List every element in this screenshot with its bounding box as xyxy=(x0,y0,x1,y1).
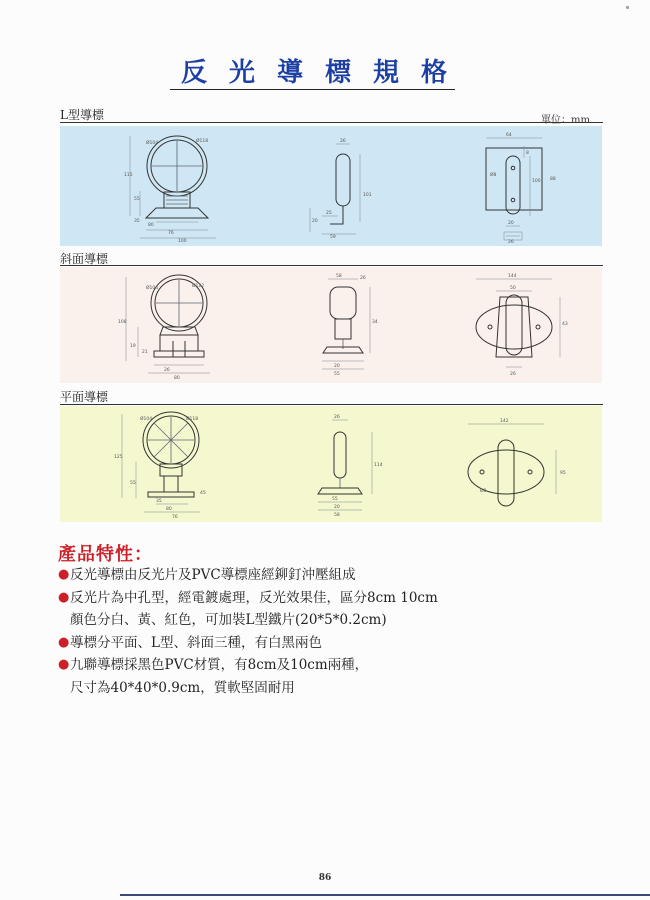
dimension-label: 26 xyxy=(164,368,170,373)
dimension-label: 43 xyxy=(562,322,568,327)
bullet-icon: ● xyxy=(58,657,70,673)
dimension-label: 101 xyxy=(363,193,372,198)
technical-drawing-slanted xyxy=(60,267,602,383)
dimension-label: Ø118 xyxy=(196,139,209,144)
front-view xyxy=(126,275,210,373)
dimension-label: 100 xyxy=(178,239,187,244)
dimension-label: 76 xyxy=(172,515,178,520)
dimension-label: Ø8 xyxy=(480,489,487,494)
back-view xyxy=(486,138,542,240)
front-view xyxy=(122,412,200,512)
drawing-panel-flat xyxy=(60,406,602,522)
dimension-label: 58 xyxy=(336,274,342,279)
dimension-label: 59 xyxy=(330,235,336,240)
dimension-label: 21 xyxy=(142,350,148,355)
dimension-label: 95 xyxy=(560,471,566,476)
dimension-label: Ø104 xyxy=(146,286,159,291)
dimension-label: 80 xyxy=(166,507,172,512)
dimension-label: 125 xyxy=(114,455,123,460)
dimension-label: 55 xyxy=(334,372,340,377)
dimension-label: 76 xyxy=(168,231,174,236)
dimension-labels xyxy=(124,132,556,245)
dimension-label: 80 xyxy=(148,223,154,228)
dimension-label: 26 xyxy=(334,415,340,420)
dimension-label: 20 xyxy=(334,505,340,510)
dimension-label: 35 xyxy=(134,219,140,224)
feature-item xyxy=(58,654,578,677)
page-number: 86 xyxy=(318,873,332,883)
page-title: 反光導標規格 xyxy=(180,58,469,88)
dimension-label: 64 xyxy=(506,133,512,138)
section-rule-flat xyxy=(60,404,603,405)
back-view xyxy=(476,279,560,367)
dimension-label: 55 xyxy=(130,481,136,486)
technical-drawing-l-type xyxy=(60,126,602,246)
feature-item xyxy=(58,632,578,655)
technical-drawing-flat xyxy=(60,406,602,522)
title-underline xyxy=(170,89,455,90)
section-label-flat: 平面導標 xyxy=(60,390,109,404)
dimension-label: 26 xyxy=(360,276,366,281)
section-rule-slanted xyxy=(60,265,603,266)
side-view xyxy=(322,279,370,369)
feature-item xyxy=(58,587,578,610)
dimension-label: 19 xyxy=(130,344,136,349)
section-rule-l-type xyxy=(60,122,603,123)
dimension-label: 55 xyxy=(332,497,338,502)
feature-text-continued: 尺寸為40*40*0.9cm，質軟堅固耐用 xyxy=(70,679,295,696)
bullet-icon: ● xyxy=(58,634,70,650)
corner-mark xyxy=(626,6,629,9)
drawing-panel-l-type xyxy=(60,126,602,246)
dimension-label: Ø122 xyxy=(192,284,205,289)
dimension-label: 34 xyxy=(372,320,378,325)
dimension-label: Ø104 xyxy=(146,141,159,146)
dimension-label: 144 xyxy=(508,274,517,279)
features-list xyxy=(58,564,578,700)
feature-text: 反光片為中孔型，經電鍍處理，反光效果佳，區分8cm 10cm xyxy=(70,589,438,606)
dimension-label: 35 xyxy=(156,499,162,504)
dimension-label: 114 xyxy=(374,463,383,468)
feature-text: 反光導標由反光片及PVC導標座經鉚釘沖壓組成 xyxy=(70,567,356,583)
dimension-label: Ø104 xyxy=(140,417,153,422)
dimension-label: 100 xyxy=(532,179,541,184)
dimension-label: 20 xyxy=(508,221,514,226)
bottom-rule xyxy=(120,894,650,896)
feature-text: 導標分平面、L型、斜面三種，有白黑兩色 xyxy=(70,634,322,651)
dimension-label: 142 xyxy=(500,419,509,424)
section-label-l-type: L型導標 xyxy=(60,108,104,122)
dimension-label: 108 xyxy=(118,320,127,325)
features-title: 產品特性： xyxy=(58,544,153,565)
dimension-label: 26 xyxy=(510,372,516,377)
dimension-label: 55 xyxy=(134,197,140,202)
dimension-label: 26 xyxy=(508,240,514,245)
feature-item xyxy=(58,564,578,587)
dimension-label: 45 xyxy=(200,491,206,496)
dimension-label: 80 xyxy=(174,376,180,381)
drawing-panel-slanted xyxy=(60,267,602,383)
dimension-label: 20 xyxy=(312,219,318,224)
feature-text-continued: 顏色分白、黃、紅色，可加裝L型鐵片(20*5*0.2cm) xyxy=(70,612,387,629)
unit-label: 單位：mm xyxy=(541,115,590,126)
dimension-label: 58 xyxy=(334,513,340,518)
dimension-label: Ø118 xyxy=(186,417,199,422)
dimension-label: 8 xyxy=(526,151,529,156)
bullet-icon: ● xyxy=(58,589,70,605)
feature-text: 九聯導標採黑色PVC材質，有8cm及10cm兩種， xyxy=(70,657,369,674)
section-label-slanted: 斜面導標 xyxy=(60,252,109,266)
dimension-label: Ø8 xyxy=(490,173,497,178)
dimension-label: 115 xyxy=(124,173,133,178)
side-view xyxy=(318,420,372,510)
dimension-label: 25 xyxy=(326,211,332,216)
dimension-label: 50 xyxy=(510,286,516,291)
dimension-label: 20 xyxy=(334,364,340,369)
dimension-label: 26 xyxy=(340,139,346,144)
bullet-icon: ● xyxy=(58,567,70,582)
dimension-label: 88 xyxy=(550,177,556,182)
front-view xyxy=(130,136,216,238)
